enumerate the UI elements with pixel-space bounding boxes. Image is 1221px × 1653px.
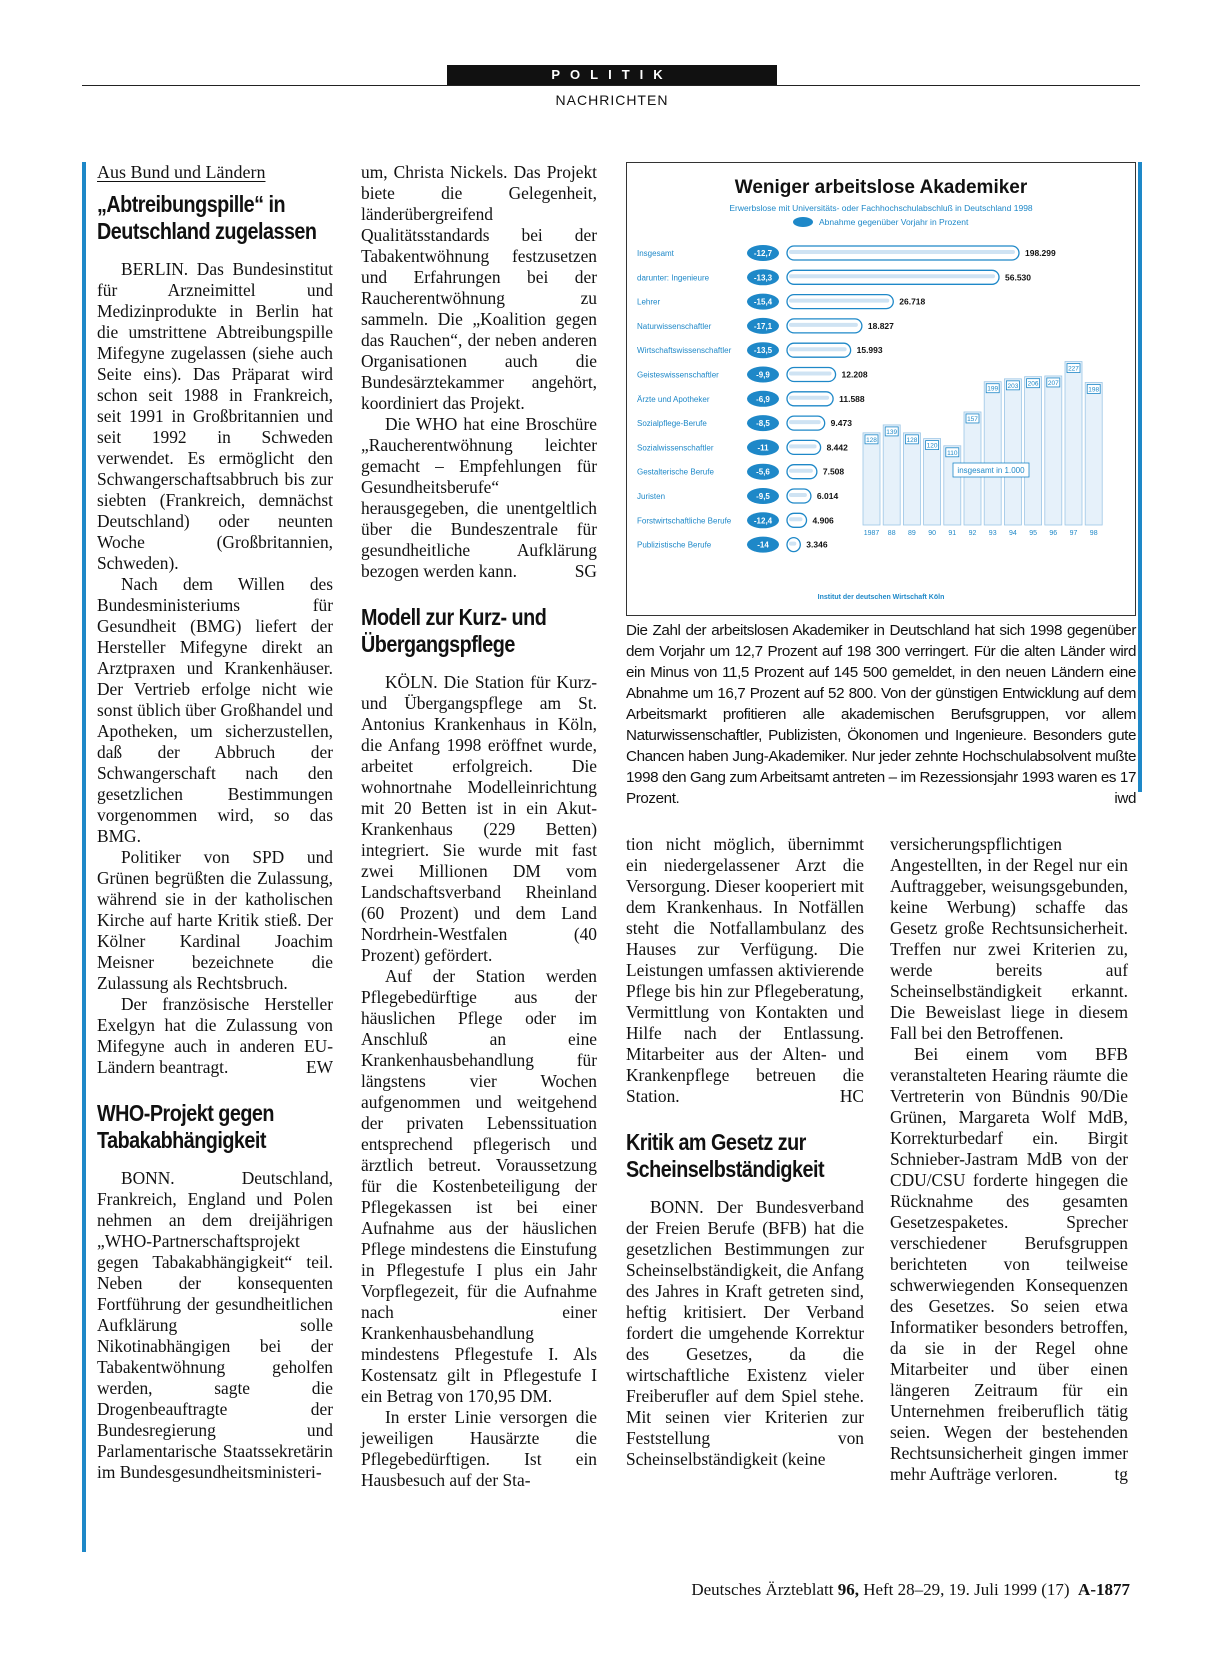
- paragraph-text: Der französische Hersteller Exelgyn hat die Zulassung von Mifegyne auch in anderen EU-Ländern beantragt.: [97, 994, 333, 1077]
- data-bar-shine: [789, 420, 821, 424]
- change-label: -13,3: [753, 273, 773, 283]
- category-label: Juristen: [637, 492, 666, 501]
- change-label: -13,5: [753, 346, 773, 356]
- inset-bar: [1004, 379, 1021, 525]
- paragraph-text: Die WHO hat eine Broschüre „Raucherentwöhnung leichter gemacht – Empfehlungen für Gesundheitsberufe“ herausgegeben, die unentgeltlich über die Bundeszentrale für gesundheitliche Aufklärung bezogen werden kann.: [361, 414, 597, 581]
- value-label: 11.588: [839, 393, 865, 404]
- inset-x-tick: 98: [1089, 530, 1098, 537]
- value-label: 9.473: [830, 418, 852, 429]
- inset-value-label: 207: [1047, 379, 1059, 387]
- inset-bar: [903, 433, 920, 525]
- paragraph: In erster Linie versorgen die jeweiligen Hausärzte die Pflegebedürftigen. Ist ein Hausbesuch auf der Sta-: [361, 1407, 597, 1490]
- inset-label: insgesamt in 1.000: [957, 466, 1025, 475]
- inset-bar: [1085, 382, 1102, 525]
- paragraph: BONN. Deutschland, Frankreich, England und Polen nehmen an dem dreijährigen „WHO-Partnerschaftsprojekt gegen Tabakabhängigkeit“ teil. Neben der konsequenten Fortführung der gesundheitlichen Aufklärung solle Nikotinabhängigen bei der Tabakentwöhnung geholfen werden, sagte die Drogenbeauftragte der Bundesregierung und Parlamentarische Staatssekretärin im Bundesgesundheitsministeri-: [97, 1168, 333, 1482]
- inset-value-label: 110: [947, 449, 958, 457]
- signature: EW: [305, 1057, 333, 1077]
- paragraph: [890, 1044, 1128, 1485]
- journal-name: Deutsches Ärzteblatt: [691, 1580, 834, 1599]
- inset-x-tick: 90: [928, 530, 936, 537]
- article-title-scheinselbstaendigkeit: Kritik am Gesetz zur Scheinselbständigkeit: [626, 1129, 825, 1182]
- category-label: Gestalterische Berufe: [637, 467, 714, 477]
- category-label: Naturwissenschaftler: [637, 321, 712, 331]
- data-bar-shine: [789, 372, 832, 376]
- value-label: 6.014: [816, 491, 839, 501]
- inset-x-tick: 1987: [863, 530, 880, 537]
- inset-x-tick: 96: [1049, 530, 1058, 537]
- inset-bar: [1045, 376, 1062, 525]
- change-label: -17,1: [753, 321, 773, 331]
- article-title-kurzpflege: Modell zur Kurz- und Übergangspflege: [361, 604, 547, 657]
- data-bar-shine: [789, 396, 829, 400]
- value-label: 8.442: [826, 442, 848, 453]
- column-3: [626, 834, 864, 1470]
- inset-bar: [1065, 362, 1082, 525]
- value-label: 7.508: [822, 466, 845, 477]
- category-label: Wirtschaftswissenschaftler: [637, 346, 732, 356]
- article-title-who-projekt: WHO-Projekt gegen Tabakabhängigkeit: [97, 1100, 274, 1153]
- chart-source: Institut der deutschen Wirtschaft Köln: [817, 594, 945, 601]
- caption-text: Die Zahl der arbeitslosen Akademiker in Deutschland hat sich 1998 gegenüber dem Vorjahr um 12,7 Prozent auf 198 300 verringert. Für die alten Länder wird ein Minus von 11,5 Prozent auf 145 500 gemeldet, in den neuen Ländern eine Abnahme um 16,7 Prozent auf 52 800. Von der günstigen Entwicklung auf dem Arbeitsmarkt profitieren alle akademischen Berufsgruppen, vor allem Naturwissenschaftler, Publizisten, Ökonomen und Ingenieure. Besonders gute Chancen haben Jung-Akademiker. Nur jeder zehnte Hochschulabsolvent mußte 1998 den Gang zum Arbeitsamt antreten – im Rezessionsjahr 1993 waren es 17 Prozent.: [626, 622, 1136, 807]
- paragraph: [97, 994, 333, 1078]
- inset-value-label: 128: [906, 436, 918, 444]
- journal-volume: 96,: [837, 1580, 859, 1599]
- data-bar-shine: [789, 347, 847, 351]
- change-label: -8,5: [756, 419, 770, 429]
- signature: HC: [839, 1086, 864, 1106]
- inset-x-tick: 89: [908, 530, 916, 537]
- category-label: darunter: Ingenieure: [637, 273, 710, 283]
- data-bar-shine: [789, 274, 995, 278]
- paragraph-text: Bei einem vom BFB veranstalteten Hearing räumte die Vertreterin von Bündnis 90/Die Grünen, Margareta Wolf MdB, Korrekturbedarf ein. Birgit Schnieber-Jastram MdB von der CDU/CSU forderte hingegen die Rücknahme des gesamten Gesetzespaketes. Sprecher verschiedener Berufsgruppen berichteten von teilweise schwerwiegenden Konsequenzen des Gesetzes. So seien etwa Informatiker besonders betroffen, da sie in der Regel ohne Mitarbeiter und über einen längeren Zeitraum für ein Unternehmen freiberuflich tätig seien. Wegen der bestehenden Rechtsunsicherheit gingen immer mehr Aufträge verloren.: [890, 1044, 1128, 1484]
- inset-bar: [984, 382, 1001, 525]
- category-label: Insgesamt: [637, 249, 674, 258]
- legend-swatch: [793, 217, 813, 227]
- chart-svg: [627, 163, 1135, 615]
- value-label: 12.208: [841, 369, 868, 380]
- category-label: Ärzte und Apotheker: [637, 394, 710, 404]
- data-bar-shine: [789, 250, 1015, 254]
- data-bar-shine: [789, 323, 858, 327]
- chart-figure: [626, 162, 1136, 616]
- inset-value-label: 157: [967, 415, 978, 423]
- inset-value-label: 199: [987, 385, 999, 393]
- inset-bar: [883, 425, 900, 525]
- caption-signature: iwd: [1114, 790, 1136, 807]
- paragraph: BONN. Der Bundesverband der Freien Berufe (BFB) hat die gesetzlichen Bestimmungen zur Scheinselbständigkeit, die Anfang des Jahres in Kraft getreten sind, heftig kritisiert. Der Verband fordert die umgehende Korrektur des Gesetzes, da die wirtschaftliche Existenz vieler Freiberufler auf dem Spiel stehe. Mit seinen vier Kriterien zur Feststellung von Scheinselbständigkeit (keine: [626, 1197, 864, 1469]
- inset-value-label: 206: [1027, 380, 1039, 388]
- data-bar-shine: [789, 542, 796, 546]
- category-label: Lehrer: [637, 297, 661, 307]
- value-label: 56.530: [1005, 272, 1031, 283]
- signature: SG: [574, 561, 597, 581]
- left-accent-bar: [82, 162, 86, 1552]
- inset-x-tick: 88: [887, 530, 896, 537]
- section-banner: POLITIK: [447, 65, 777, 85]
- signature: tg: [1114, 1464, 1128, 1484]
- inset-value-label: 128: [866, 436, 877, 444]
- inset-value-label: 198: [1088, 386, 1100, 394]
- inset-x-tick: 93: [988, 530, 997, 537]
- change-label: -12,4: [753, 516, 773, 526]
- inset-bar: [1025, 377, 1042, 525]
- paragraph: versicherungspflichtigen Angestellten, in der Regel nur ein Auftraggeber, weisungsgebunden, keine Werbung) schaffe das Gesetz große Rechtsunsicherheit. Treffen nur zwei Kriterien zu, werde bereits auf Scheinselbständigkeit erkannt. Die Beweislast liege in diesem Fall bei den Betroffenen.: [890, 834, 1128, 1043]
- inset-x-tick: 94: [1009, 530, 1017, 537]
- paragraph: [626, 834, 864, 1107]
- data-bar-shine: [789, 493, 807, 497]
- data-bar-shine: [789, 517, 803, 521]
- inset-x-tick: 95: [1029, 530, 1037, 537]
- paragraph: BERLIN. Das Bundesinstitut für Arzneimittel und Medizinprodukte in Berlin hat die umstrittene Abtreibungspille Mifegyne zugelassen (siehe auch Seite eins). Das Präparat wird schon seit 1988 in Frankreich, seit 1991 in Großbritannien und seit 1992 in Schweden verwendet. Es ermöglicht den Schwangerschaftsabbruch bis zur siebten (Frankreich, demnächst Deutschland) oder neunten Woche (Großbritannien, Schweden).: [97, 259, 333, 573]
- value-label: 18.827: [867, 320, 894, 331]
- category-label: Publizistische Berufe: [637, 540, 712, 550]
- page-number: A-1877: [1078, 1580, 1130, 1599]
- change-label: -9,9: [756, 370, 770, 380]
- rubric: Aus Bund und Ländern: [97, 162, 266, 182]
- inset-value-label: 227: [1068, 365, 1079, 373]
- category-label: Geisteswissenschaftler: [637, 370, 719, 380]
- value-label: 4.906: [812, 515, 834, 526]
- paragraph-text: tion nicht möglich, übernimmt ein niedergelassener Arzt die Versorgung. Dieser kooperiert mit dem Krankenhaus. In Notfällen steht die Notfallambulanz des Hauses zur Verfügung. Die Leistungen umfassen aktivierende Pflege bis hin zur Pflegeberatung, Vermittlung von Kontakten und Hilfe nach der Entlassung. Mitarbeiter aus der Alten- und Krankenpflege betreuen die Station.: [626, 834, 864, 1106]
- column-1: [97, 162, 333, 1483]
- subsection-label: NACHRICHTEN: [555, 92, 669, 108]
- value-label: 3.346: [806, 539, 828, 550]
- article-title-abtreibungspille: „Abtreibungspille“ in Deutschland zugelassen: [97, 191, 317, 244]
- inset-x-tick: 91: [948, 530, 957, 537]
- inset-x-tick: 92: [968, 530, 977, 537]
- figure-caption: [626, 620, 1136, 809]
- paragraph: Auf der Station werden Pflegebedürftige aus der häuslichen Pflege oder im Anschluß an eine Krankenhausbehandlung für längstens vier Wochen aufgenommen und weitgehend der privaten Lebenssituation entsprechend pflegerisch und ärztlich betreut. Voraussetzung für die Kostenbeteiligung der Pflegekassen ist bei einer Aufnahme aus der häuslichen Pflege mindestens die Einstufung in Pflegestufe I plus ein Jahr Vorpflegezeit, für die Aufnahme nach einer Krankenhausbehandlung mindestens Pflegestufe I. Als Kostensatz gilt in Pflegestufe I ein Betrag von 170,95 DM.: [361, 966, 597, 1406]
- paragraph: um, Christa Nickels. Das Projekt biete die Gelegenheit, länderübergreifend Qualitätsstandards bei der Tabakentwöhnung festzusetzen und Erfahrungen bei der Raucherentwöhnung zu sammeln. Die „Koalition gegen das Rauchen“, der neben anderen Organisationen auch die Bundesärztekammer angehört, koordiniert das Projekt.: [361, 162, 597, 413]
- inset-x-tick: 97: [1069, 530, 1078, 537]
- change-label: -5,6: [756, 467, 770, 477]
- change-label: -6,9: [756, 394, 770, 404]
- header-rule: [82, 85, 1140, 86]
- change-label: -14: [757, 540, 769, 550]
- change-label: -12,7: [753, 249, 773, 258]
- data-bar-shine: [789, 444, 817, 448]
- category-label: Sozialwissenschaftler: [637, 443, 714, 453]
- chart-subtitle: Erwerbslose mit Universitäts- oder Fachhochschulabschluß in Deutschland 1998: [729, 203, 1033, 213]
- value-label: 15.993: [856, 345, 883, 356]
- right-accent-bar: [1138, 162, 1142, 792]
- inset-value-label: 203: [1007, 382, 1019, 390]
- paragraph: Nach dem Willen des Bundesministeriums für Gesundheit (BMG) liefert der Hersteller Mifegyne direkt an Arztpraxen und Krankenhäuser. Der Vertrieb erfolge nicht wie sonst üblich über Großhandel und Apotheken, um sicherzustellen, daß der Abbruch der Schwangerschaft nach den gesetzlichen Bestimmungen vorgenommen wird, so das BMG.: [97, 574, 333, 846]
- data-bar-shine: [789, 299, 889, 303]
- column-4: [890, 834, 1128, 1485]
- column-2: [361, 162, 597, 1491]
- paragraph: Politiker von SPD und Grünen begrüßten die Zulassung, während sie in der katholischen Kirche auf harte Kritik stieß. Der Kölner Kardinal Joachim Meisner bezeichnete die Zulassung als Rechtsbruch.: [97, 847, 333, 993]
- issue-info: Heft 28–29, 19. Juli 1999 (17): [863, 1580, 1070, 1599]
- change-label: -15,4: [753, 297, 773, 307]
- value-label: 26.718: [899, 296, 926, 307]
- change-label: -9,5: [756, 492, 770, 501]
- inset-value-label: 120: [926, 442, 938, 450]
- change-label: -11: [757, 443, 769, 453]
- paragraph: KÖLN. Die Station für Kurz- und Übergangspflege am St. Antonius Krankenhaus in Köln, die Anfang 1998 eröffnet wurde, arbeitet erfolgreich. Die wohnortnahe Modelleinrichtung mit 20 Betten ist in ein Akut-Krankenhaus (229 Betten) integriert. Sie wurde mit fast zwei Millionen DM vom Landschaftsverband Rheinland (60 Prozent) und dem Land Nordrhein-Westfalen (40 Prozent) gefördert.: [361, 672, 597, 965]
- page-footer: [606, 1580, 1130, 1600]
- inset-value-label: 139: [886, 428, 898, 436]
- category-label: Forstwirtschaftliche Berufe: [637, 516, 732, 526]
- inset-bar: [924, 439, 941, 525]
- inset-bar: [944, 446, 961, 525]
- inset-bar: [863, 433, 880, 525]
- data-bar-shine: [789, 469, 813, 473]
- value-label: 198.299: [1025, 248, 1056, 258]
- legend-label: Abnahme gegenüber Vorjahr in Prozent: [819, 217, 969, 227]
- paragraph: [361, 414, 597, 582]
- category-label: Sozialpflege-Berufe: [637, 419, 707, 429]
- chart-title: Weniger arbeitslose Akademiker: [734, 177, 1028, 198]
